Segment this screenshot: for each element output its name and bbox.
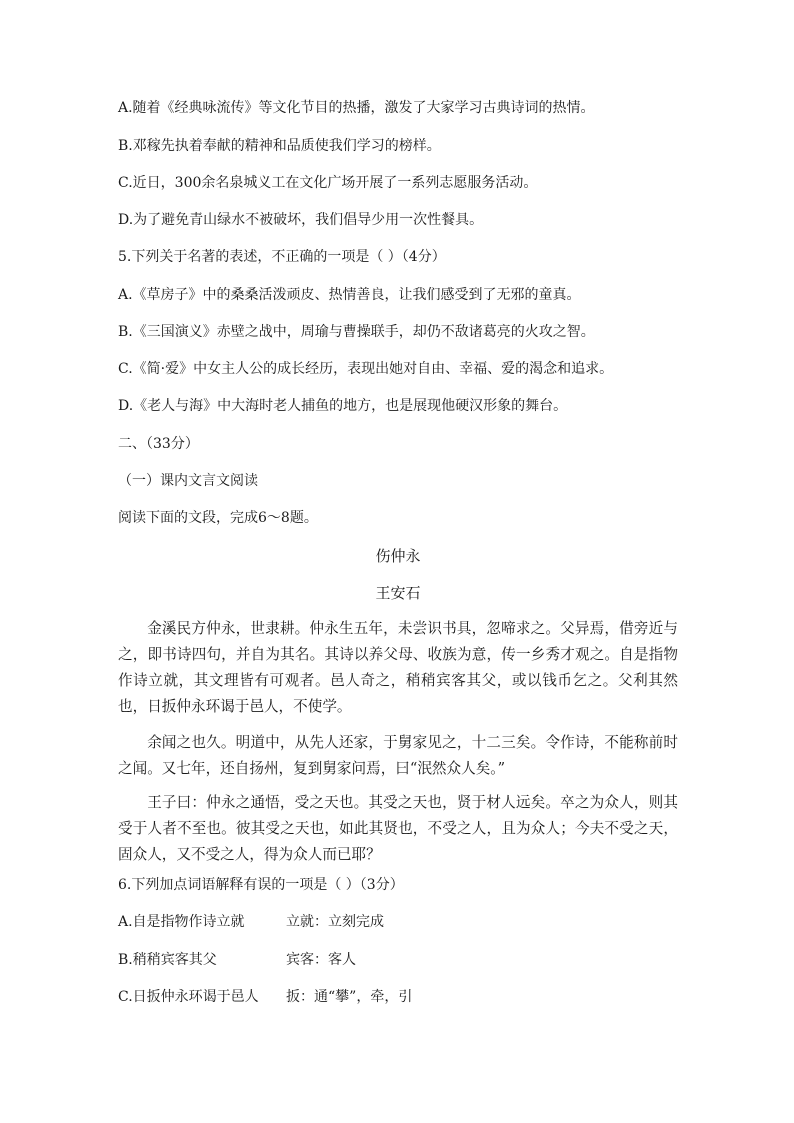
subsection-heading: （一）课内文言文阅读 [118,473,258,489]
section-heading: 二、（33分） [118,436,199,452]
q5-option-d: D.《老人与海》中大海时老人捕鱼的地方，也是展现他硬汉形象的舞台。 [118,398,568,414]
q6-option-c-gloss: 扳：通“攀”，牵，引 [286,989,413,1005]
q6-option-a-gloss: 立就：立刻完成 [286,914,384,930]
q6-stem: 6.下列加点词语解释有误的一项是（ ）（3分） [118,877,404,893]
article-paragraph-2: 余闻之也久。明道中，从先人还家，于舅家见之，十二三矣。令作诗，不能称前时之闻。又七年，还自扬州，复到舅家问焉，曰“泯然众人矣。” [118,734,678,777]
article-author: 王安石 [375,584,421,602]
article-paragraph-3: 王子曰：仲永之通悟，受之天也。其受之天也，贤于材人远矣。卒之为众人，则其受于人者不至也。彼其受之天也，如此其贤也，不受之人，且为众人；今夫不受之天，固众人，又不受之人，得为众人而已耶？ [118,794,678,863]
q4-option-d: D.为了避免青山绿水不被破坏，我们倡导少用一次性餐具。 [118,212,484,228]
q6-option-b-text: B.稍稍宾客其父 [118,952,217,968]
q4-option-b: B.邓稼先执着奉献的精神和品质使我们学习的榜样。 [118,138,441,154]
q5-stem: 5.下列关于名著的表述，不正确的一项是（ ）（4分） [118,249,446,265]
q6-option-b-gloss: 宾客：客人 [286,952,356,968]
q5-option-b: B.《三国演义》赤壁之战中，周瑜与曹操联手，却仍不敌诸葛亮的火攻之智。 [118,324,595,340]
q6-option-a [118,913,678,931]
q5-option-a: A.《草房子》中的桑桑活泼顽皮、热情善良，让我们感受到了无邪的童真。 [118,287,581,303]
q4-option-c: C.近日，300余名泉城义工在文化广场开展了一系列志愿服务活动。 [118,175,538,191]
q6-option-c-text: C.日扳仲永环谒于邑人 [118,989,259,1005]
article-title: 伤仲永 [375,547,421,565]
q6-option-a-text: A.自是指物作诗立就 [118,914,245,930]
article-paragraph-1: 金溪民方仲永，世隶耕。仲永生五年，未尝识书具，忽啼求之。父异焉，借旁近与之，即书诗四句，并自为其名。其诗以养父母、收族为意，传一乡秀才观之。自是指物作诗立就，其文理皆有可观者。邑人奇之，稍稍宾客其父，或以钱币乞之。父利其然也，日扳仲永环谒于邑人，不使学。 [118,620,678,715]
q6-option-b [118,951,678,969]
q5-option-c: C.《简·爱》中女主人公的成长经历，表现出她对自由、幸福、爱的渴念和追求。 [118,361,614,377]
reading-instruction: 阅读下面的文段，完成6～8题。 [118,510,318,526]
q6-option-c [118,988,678,1006]
q4-option-a: A.随着《经典咏流传》等文化节目的热播，激发了大家学习古典诗词的热情。 [118,100,595,116]
